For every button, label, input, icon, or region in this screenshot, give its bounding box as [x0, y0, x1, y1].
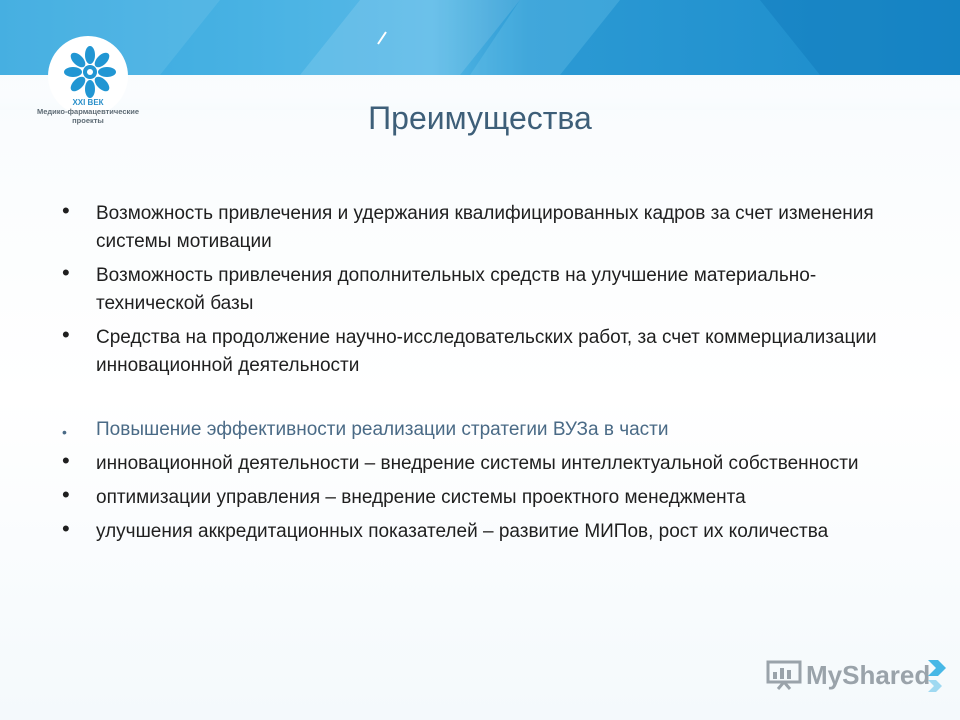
bullet-item [60, 200, 920, 256]
bullet-text: инновационной деятельности – внедрение системы интеллектуальной собственности [96, 453, 859, 474]
bullet-item [60, 518, 920, 546]
bullet-marker: • [62, 198, 70, 223]
watermark-text: MyShared [806, 660, 931, 690]
logo-line-3: проекты [72, 116, 104, 125]
watermark [766, 656, 950, 700]
bullet-text: Возможность привлечения дополнительных средств на улучшение материально-технической базы [96, 265, 817, 314]
bullet-item-highlight [60, 416, 920, 444]
bullet-marker: • [62, 482, 70, 507]
bullet-marker: • [62, 516, 70, 541]
arrows-icon [924, 656, 950, 700]
bullet-list [60, 200, 920, 552]
bullet-text: оптимизации управления – внедрение системы проектного менеджмента [96, 487, 746, 508]
bullet-item [60, 262, 920, 318]
logo-snowflake-icon [62, 44, 118, 100]
bullet-item [60, 324, 920, 380]
bullet-text: улучшения аккредитационных показателей – развитие МИПов, рост их количества [96, 521, 829, 542]
bullet-marker: • [62, 424, 67, 440]
slide-title: Преимущества [368, 100, 592, 136]
logo-line-1: XXI ВЕК [72, 98, 104, 107]
header-band [0, 0, 960, 110]
bullet-marker: • [62, 448, 70, 473]
bullet-marker: • [62, 322, 70, 347]
logo-line-2: Медико-фармацевтические [36, 107, 140, 116]
bullet-item [60, 450, 920, 478]
bullet-item [60, 484, 920, 512]
bullet-marker: • [62, 260, 70, 285]
bullet-text: Средства на продолжение научно-исследовательских работ, за счет коммерциализации инновационной деятельности [96, 327, 877, 376]
bullet-text: Повышение эффективности реализации стратегии ВУЗа в части [96, 419, 669, 440]
presentation-icon [766, 660, 802, 690]
bullet-text: Возможность привлечения и удержания квалифицированных кадров за счет изменения системы мотивации [96, 203, 874, 252]
